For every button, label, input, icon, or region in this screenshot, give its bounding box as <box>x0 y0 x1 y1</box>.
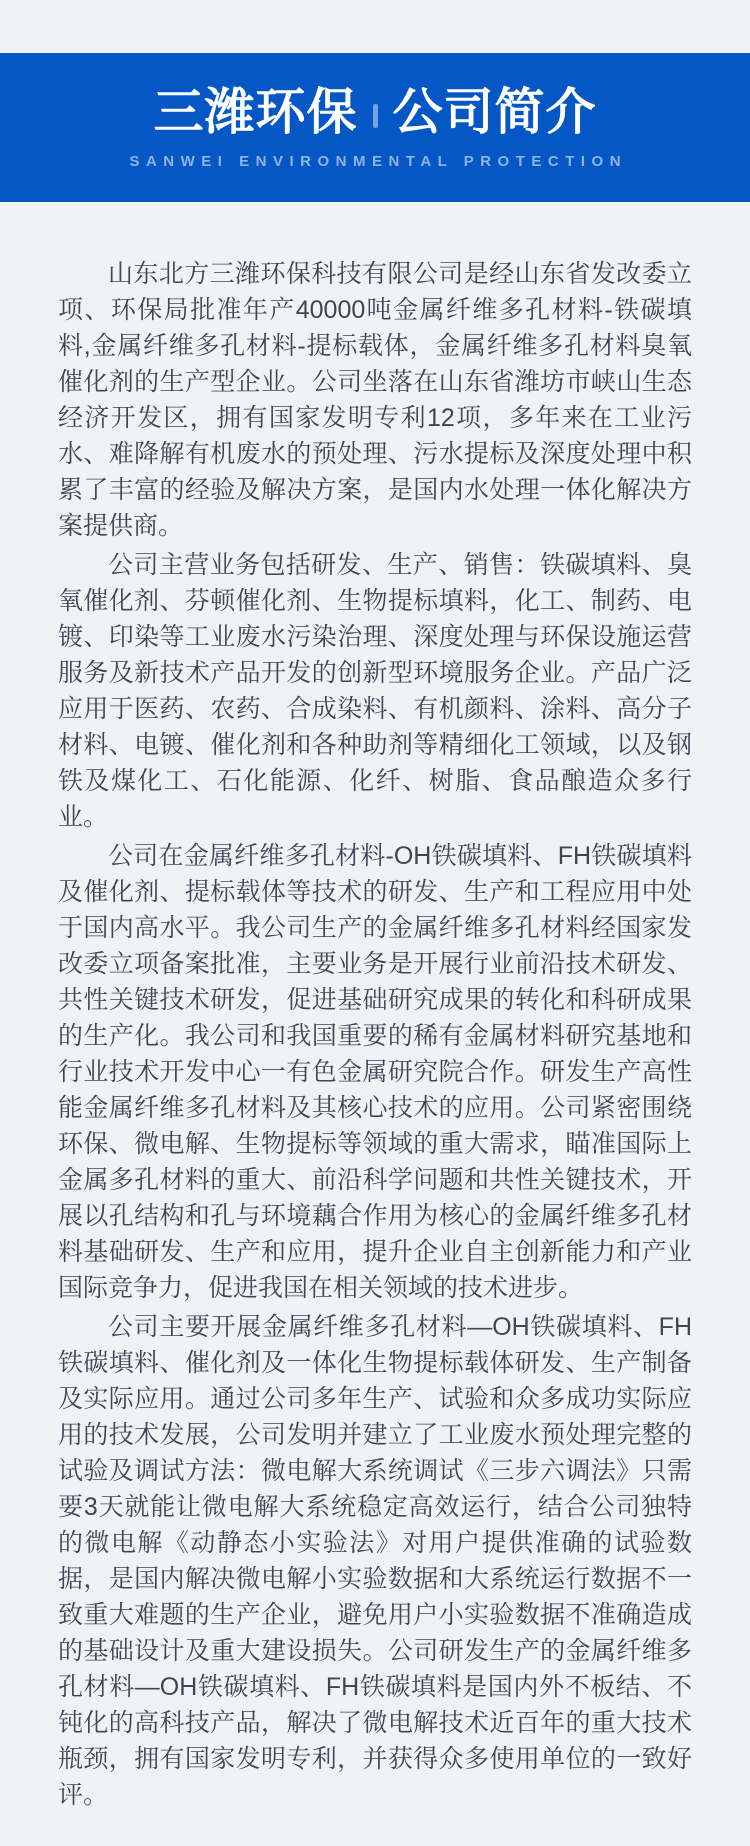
intro-paragraph-4: 公司主要开展金属纤维多孔材料—OH铁碳填料、FH铁碳填料、催化剂及一体化生物提标载体研发、生产制备及实际应用。通过公司多年生产、试验和众多成功实际应用的技术发展，公司发明并建立了工业废水预处理完整的试验及调试方法：微电解大系统调试《三步六调法》只需要3天就能让微电解大系统稳定高效运行，结合公司独特的微电解《动静态小实验法》对用户提供准确的试验数据，是国内解决微电解小实验数据和大系统运行数据不一致重大难题的生产企业，避免用户小实验数据不准确造成的基础设计及重大建设损失。公司研发生产的金属纤维多孔材料—OH铁碳填料、FH铁碳填料是国内外不板结、不钝化的高科技产品，解决了微电解技术近百年的重大技术瓶颈，拥有国家发明专利，并获得众多使用单位的一致好评。 <box>58 1313 692 1809</box>
intro-paragraph-3: 公司在金属纤维多孔材料-OH铁碳填料、FH铁碳填料及催化剂、提标载体等技术的研发、生产和工程应用中处于国内高水平。我公司生产的金属纤维多孔材料经国家发改委立项备案批准，主要业务是开展行业前沿技术研发、共性关键技术研发，促进基础研究成果的转化和科研成果的生产化。我公司和我国重要的稀有金属材料研究基地和行业技术开发中心一有色金属研究院合作。研发生产高性能金属纤维多孔材料及其核心技术的应用。公司紧密围绕环保、微电解、生物提标等领域的重大需求，瞄准国际上金属多孔材料的重大、前沿科学问题和共性关键技术，开展以孔结构和孔与环境藕合作用为核心的金属纤维多孔材料基础研发、生产和应用，提升企业自主创新能力和产业国际竞争力，促进我国在相关领域的技术进步。 <box>58 842 692 1302</box>
intro-paragraph-2: 公司主营业务包括研发、生产、销售：铁碳填料、臭氧催化剂、芬顿催化剂、生物提标填料，化工、制药、电镀、印染等工业废水污染治理、深度处理与环保设施运营服务及新技术产品开发的创新型环境服务企业。产品广泛应用于医药、农药、合成染料、有机颜料、涂料、高分子材料、电镀、催化剂和各种助剂等精细化工领域，以及钢铁及煤化工、石化能源、化纤、树脂、食品酿造众多行业。 <box>58 551 692 831</box>
page-subtitle-english: SANWEI ENVIRONMENTAL PROTECTION <box>129 153 628 170</box>
page-title <box>154 85 597 140</box>
header-banner <box>0 53 750 202</box>
page-title-section: 公司简介 <box>392 84 597 140</box>
company-intro-article <box>0 202 750 1846</box>
title-divider-bar <box>373 104 378 128</box>
intro-paragraph-1: 山东北方三潍环保科技有限公司是经山东省发改委立项、环保局批准年产40000吨金属纤维多孔材料-铁碳填料,金属纤维多孔材料-提标载体，金属纤维多孔材料臭氧催化剂的生产型企业。公司坐落在山东省潍坊市峡山生态经济开发区，拥有国家发明专利12项，多年来在工业污水、难降解有机废水的预处理、污水提标及深度处理中积累了丰富的经验及解决方案，是国内水处理一体化解决方案提供商。 <box>58 260 692 540</box>
top-spacer <box>0 0 750 53</box>
page-title-brand: 三潍环保 <box>153 84 358 140</box>
